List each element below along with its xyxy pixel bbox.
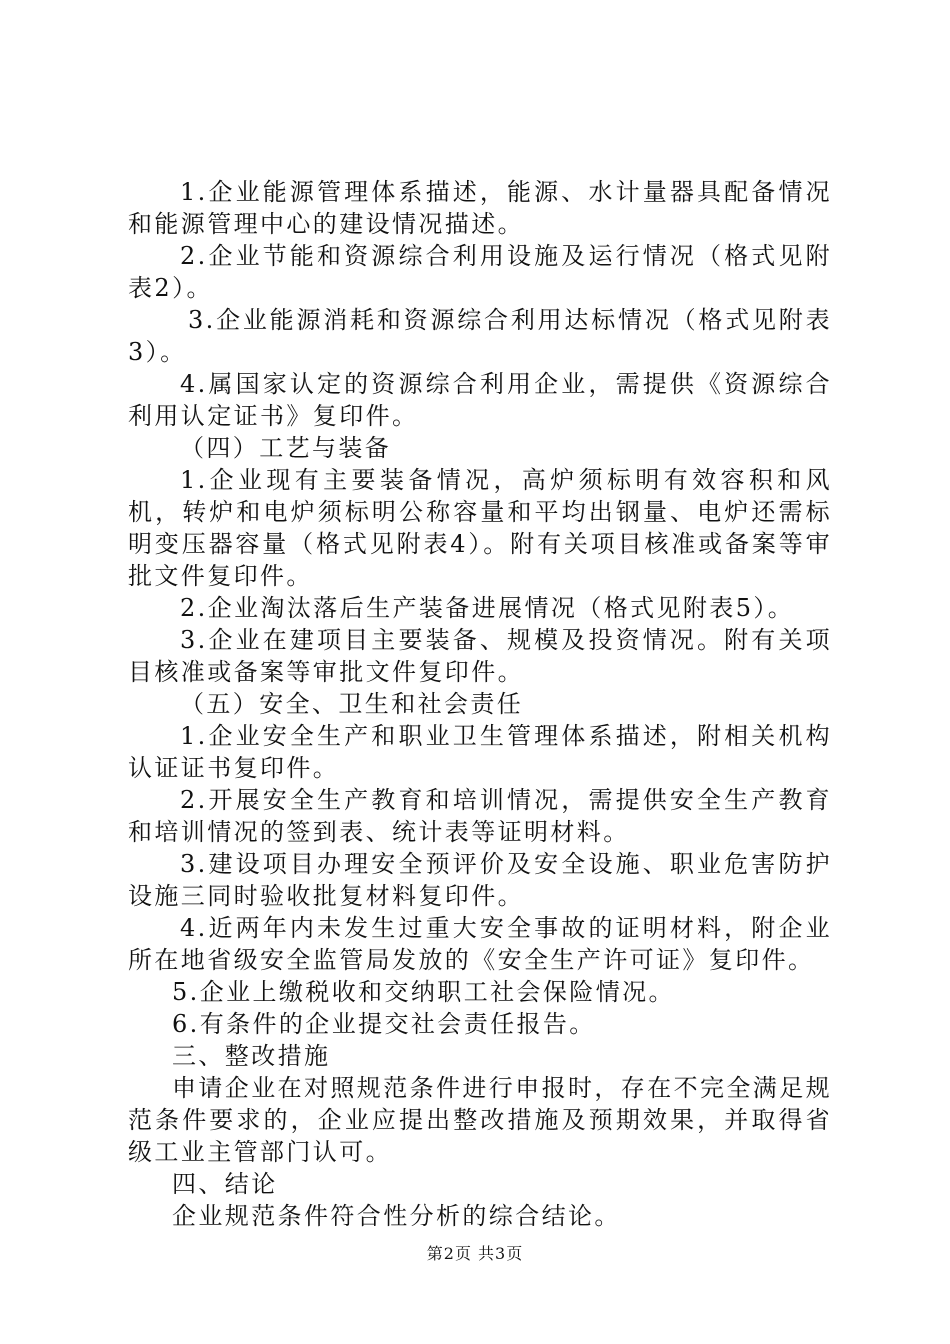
paragraph-energy-consumption: 3.企业能源消耗和资源综合利用达标情况（格式见附表3）。 bbox=[128, 306, 832, 366]
paragraph-conclusion: 企业规范条件符合性分析的综合结论。 bbox=[172, 1202, 621, 1230]
paragraph-obsolete-equipment: 2.企业淘汰落后生产装备进展情况（格式见附表5）。 bbox=[180, 594, 795, 622]
document-body bbox=[128, 176, 832, 1232]
paragraph-safety-training: 2.开展安全生产教育和培训情况，需提供安全生产教育和培训情况的签到表、统计表等证明材料。 bbox=[128, 786, 832, 846]
paragraph-social-responsibility: 6.有条件的企业提交社会责任报告。 bbox=[172, 1010, 596, 1038]
paragraph-safety-system: 1.企业安全生产和职业卫生管理体系描述，附相关机构认证证书复印件。 bbox=[128, 722, 832, 782]
paragraph-energy-saving-facilities: 2.企业节能和资源综合利用设施及运行情况（格式见附表2）。 bbox=[128, 242, 832, 302]
section-heading-safety-health: （五）安全、卫生和社会责任 bbox=[180, 690, 524, 718]
paragraph-projects-under-construction: 3.企业在建项目主要装备、规模及投资情况。附有关项目核准或备案等审批文件复印件。 bbox=[128, 626, 832, 686]
paragraph-no-accidents: 4.近两年内未发生过重大安全事故的证明材料，附企业所在地省级安全监管局发放的《安全生产许可证》复印件。 bbox=[128, 914, 832, 974]
page-number-footer: 第2页 共3页 bbox=[426, 1244, 524, 1263]
paragraph-safety-evaluation: 3.建设项目办理安全预评价及安全设施、职业危害防护设施三同时验收批复材料复印件。 bbox=[128, 850, 832, 910]
paragraph-main-equipment: 1.企业现有主要装备情况，高炉须标明有效容积和风机，转炉和电炉须标明公称容量和平均出钢量、电炉还需标明变压器容量（格式见附表4）。附有关项目核准或备案等审批文件复印件。 bbox=[128, 466, 832, 590]
section-heading-rectification: 三、整改措施 bbox=[172, 1042, 331, 1070]
paragraph-energy-management: 1.企业能源管理体系描述，能源、水计量器具配备情况和能源管理中心的建设情况描述。 bbox=[128, 178, 832, 238]
paragraph-taxes-insurance: 5.企业上缴税收和交纳职工社会保险情况。 bbox=[172, 978, 675, 1006]
paragraph-resource-certificate: 4.属国家认定的资源综合利用企业，需提供《资源综合利用认定证书》复印件。 bbox=[128, 370, 832, 430]
paragraph-rectification-measures: 申请企业在对照规范条件进行申报时，存在不完全满足规范条件要求的，企业应提出整改措施及预期效果，并取得省级工业主管部门认可。 bbox=[128, 1074, 832, 1166]
section-heading-conclusion: 四、结论 bbox=[172, 1170, 278, 1198]
section-heading-process-equipment: （四）工艺与装备 bbox=[180, 434, 392, 462]
